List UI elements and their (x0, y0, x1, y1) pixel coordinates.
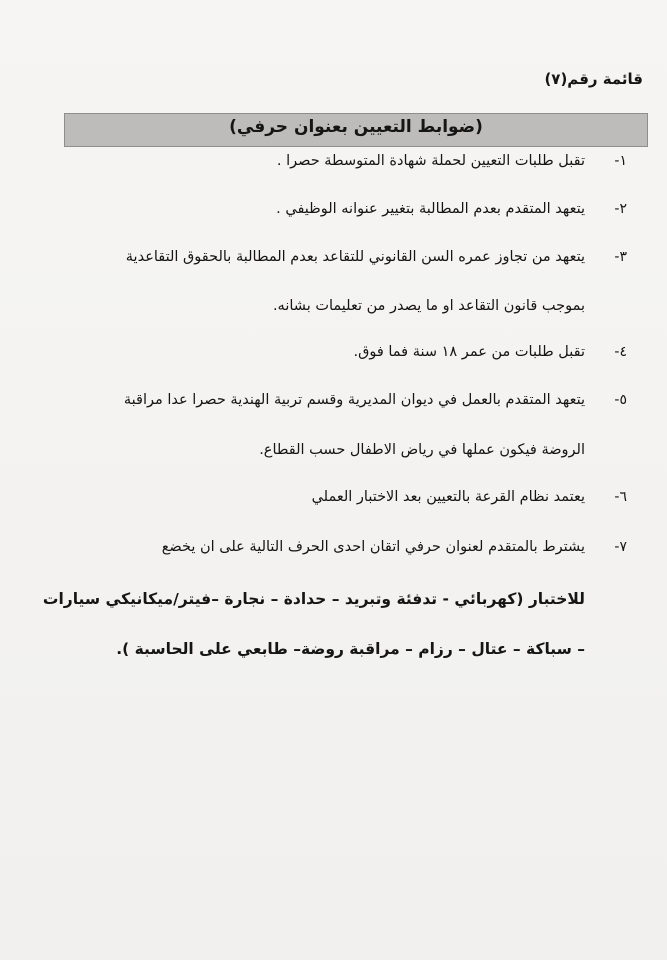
item-text: يتعهد من تجاوز عمره السن القانوني للتقاعد بعدم المطالبة بالحقوق التقاعدية (125, 249, 585, 265)
item-number: ٦- (614, 489, 627, 505)
item-number: ٥- (614, 392, 627, 408)
item-number: ١- (614, 153, 627, 169)
item-number: ٣- (614, 249, 627, 265)
item-text: يتعهد المتقدم بالعمل في ديوان المديرية وقسم تربية الهندية حصرا عدا مراقبة (123, 392, 585, 408)
item-text: للاختبار (كهربائي - تدفئة وتبريد – حدادة – نجارة –فيتر/ميكانيكي سيارات (42, 590, 585, 608)
item-text: تقبل طلبات التعيين لحملة شهادة المتوسطة حصرا . (276, 153, 585, 169)
item-text: تقبل طلبات من عمر ١٨ سنة فما فوق. (353, 344, 585, 360)
item-text: يتعهد المتقدم بعدم المطالبة بتغيير عنوانه الوظيفي . (276, 201, 585, 217)
page-title: (ضوابط التعيين بعنوان حرفي) (229, 117, 483, 137)
item-text: – سباكة – عتال – رزام – مراقبة روضة– طابعي على الحاسبة ). (116, 640, 585, 658)
item-number: ٧- (614, 539, 627, 555)
item-text: الروضة فيكون عملها في رياض الاطفال حسب القطاع. (259, 442, 585, 458)
item-text: بموجب قانون التقاعد او ما يصدر من تعليمات بشانه. (272, 298, 585, 314)
item-text: يشترط بالمتقدم لعنوان حرفي اتقان احدى الحرف التالية على ان يخضع (161, 539, 585, 555)
item-number: ٤- (614, 344, 627, 360)
item-text: يعتمد نظام القرعة بالتعيين بعد الاختبار العملي (311, 489, 585, 505)
item-number: ٢- (614, 201, 627, 217)
list-number: قائمة رقم(٧) (544, 70, 643, 88)
